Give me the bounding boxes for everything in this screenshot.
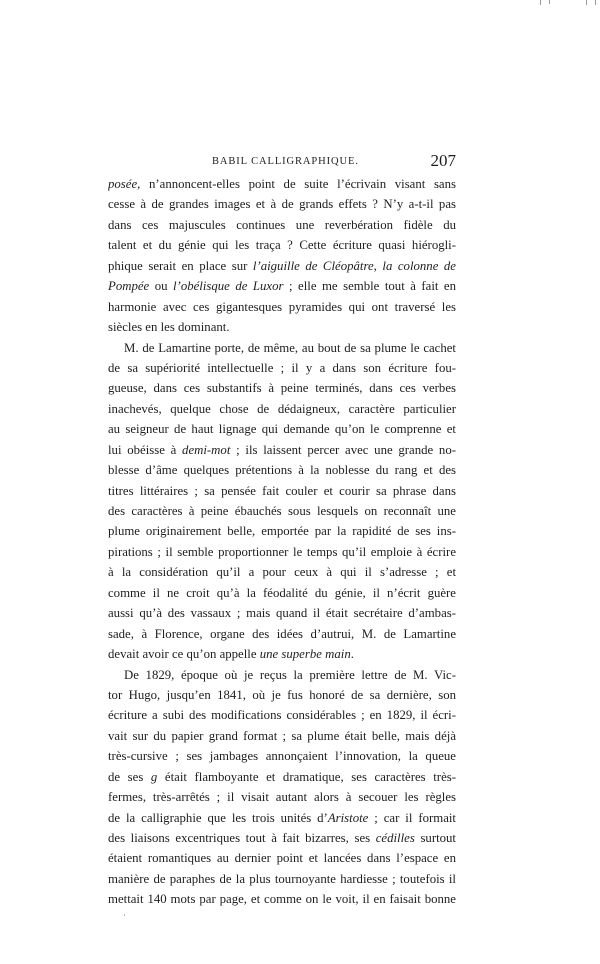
paragraph-start: M. de Lamartine porte, de même, au bout de sa plume le cachet xyxy=(124,340,456,355)
paragraph-start: De 1829, époque où je reçus la première lettre de M. Vic- xyxy=(124,667,456,682)
text-line: posée, n’annoncent-elles point de suite l’écrivain visant sans xyxy=(108,177,456,191)
text-line: cesse à de grandes images et à de grands effets ? N’y a-t-il pas xyxy=(108,197,456,212)
text-line: de ses g était flamboyante et dramatique, ses caractères très- xyxy=(108,769,456,784)
italic-letter: g xyxy=(150,769,158,784)
scan-edge-mark xyxy=(540,0,541,5)
text-line: dans ces majuscules continues une reverbération fidèle du xyxy=(108,217,456,232)
text-line: des liaisons excentriques tout à fait bizarres, ses cédilles surtout xyxy=(108,831,456,845)
text-line: pirations ; il semble proportionner le temps qu’il emploie à écrire xyxy=(108,544,456,559)
text-line: comme il ne croit qu’à la féodalité du génie, il n’écrit guère xyxy=(108,585,456,600)
text-line: inachevés, quelque chose de dédaigneux, caractère particulier xyxy=(108,401,456,416)
text-line: tor Hugo, jusqu’en 1841, où je fus honoré de sa dernière, son xyxy=(108,687,456,702)
text-line: à la considération qu’il a pour ceux à qui il s’adresse ; et xyxy=(108,565,456,580)
italic-word: cédilles xyxy=(375,831,415,845)
italic-title: l’obélisque de Luxor xyxy=(173,279,284,294)
running-head: BABIL CALLIGRAPHIQUE. xyxy=(212,156,359,167)
text-line: manière de paraphes de la plus tournoyante hardiesse ; toutefois il xyxy=(108,871,456,886)
text-line: très-cursive ; ses jambages annonçaient l’innovation, la queue xyxy=(108,749,456,764)
italic-word: posée, xyxy=(108,177,141,191)
text-line: de la calligraphie que les trois unités d’Aristote ; car il formait xyxy=(108,810,456,825)
italic-title: la colonne de xyxy=(382,258,456,273)
text-line: siècles en les dominant. xyxy=(108,320,230,335)
text-line: au seigneur de haut lignage qui demande qu’on le comprenne et xyxy=(108,422,456,437)
text-line: étaient romantiques au dernier point et lancées dans l’espace en xyxy=(108,851,456,866)
text-line: titres littéraires ; sa pensée fait couler et courir sa phrase dans xyxy=(108,483,456,498)
text-line: vait sur du papier grand format ; sa plume était belle, mais déjà xyxy=(108,728,456,743)
text-line: phique serait en place sur l’aiguille de Cléopâtre, la colonne de xyxy=(108,258,456,273)
text-line: plume originairement belle, emportée par la rapidité de ses ins- xyxy=(108,524,456,539)
page-number: 207 xyxy=(430,151,456,170)
scan-edge-mark xyxy=(586,0,587,5)
text-line: sade, à Florence, organe des idées d’autrui, M. de Lamartine xyxy=(108,626,456,641)
text-line: aussi qu’à des vassaux ; mais quand il était secrétaire d’ambas- xyxy=(108,606,456,621)
scan-speck xyxy=(124,914,125,916)
italic-word: demi-mot xyxy=(182,442,231,457)
italic-name: Aristote xyxy=(327,810,369,825)
text-line: des caractères à peine ébauchés sous lesquels on reconnaît une xyxy=(108,504,456,518)
text-line: de sa supériorité intellectuelle ; il y a dans son écriture fou- xyxy=(108,360,456,375)
italic-title: Pompée xyxy=(108,279,150,294)
scan-edge-mark xyxy=(595,0,596,5)
text-line: blesse d’âme quelques prétentions à la noblesse du rang et des xyxy=(108,463,456,478)
italic-title: l’aiguille de Cléopâtre xyxy=(252,258,374,273)
text-line: talent et du génie qui les traça ? Cette écriture quasi hiérogli- xyxy=(108,238,456,253)
page-header xyxy=(108,152,456,174)
text-line: écriture a subi des modifications considérables ; en 1829, il écri- xyxy=(108,708,456,723)
text-line: Pompée ou l’obélisque de Luxor ; elle me semble tout à fait en xyxy=(108,279,456,294)
text-line: harmonie avec ces gigantesques pyramides qui ont traversé les xyxy=(108,299,456,314)
body-text xyxy=(108,174,456,910)
text-line: gueuse, dans ces substantifs à peine terminés, dans ces verbes xyxy=(108,381,456,396)
text-line: mettait 140 mots par page, et comme on le voit, il en faisait bonne xyxy=(108,892,456,907)
scan-edge-mark xyxy=(549,0,550,4)
text-line: devait avoir ce qu’on appelle une superbe main. xyxy=(108,647,354,662)
text-line: lui obéisse à demi-mot ; ils laissent percer avec une grande no- xyxy=(108,442,456,457)
text-line: fermes, très-arrêtés ; il visait autant alors à secouer les règles xyxy=(108,790,456,805)
italic-phrase: une superbe main xyxy=(259,647,351,662)
